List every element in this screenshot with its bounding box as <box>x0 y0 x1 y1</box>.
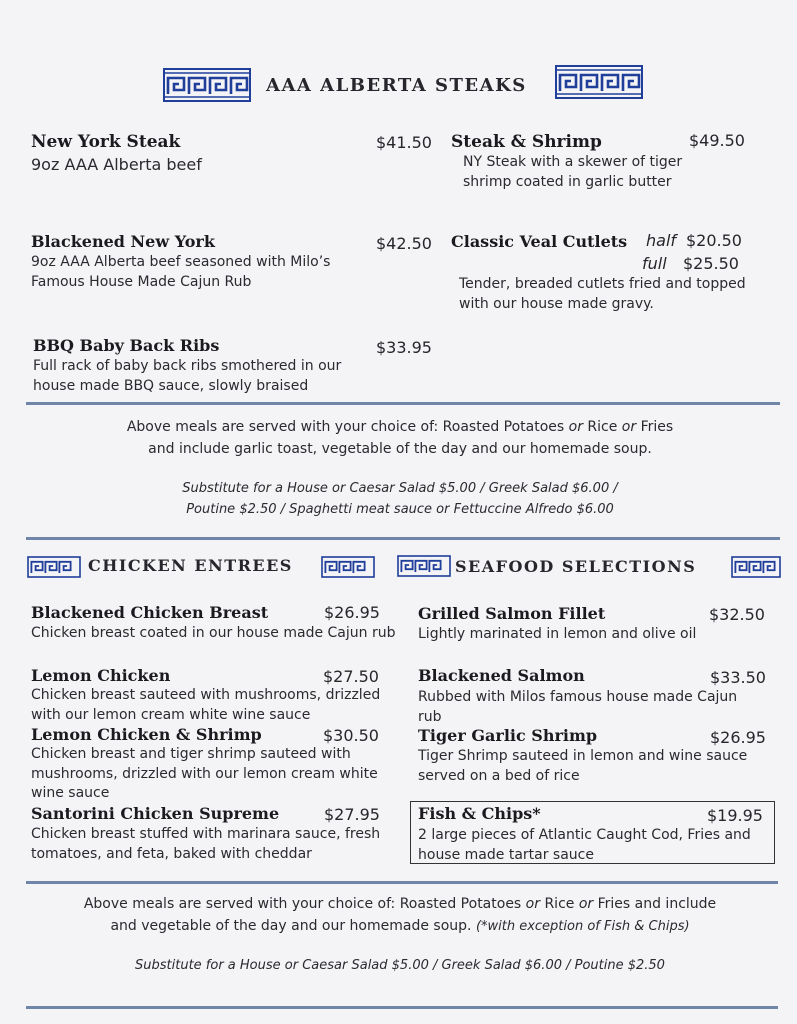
menu-item-name: Grilled Salmon Fillet <box>418 604 606 623</box>
full-portion-price: $25.50 <box>683 254 739 273</box>
menu-item-price: $33.95 <box>376 338 432 357</box>
menu-item-description: Lightly marinated in lemon and olive oil <box>418 626 697 642</box>
divider <box>26 881 778 884</box>
menu-item-price: $26.95 <box>710 728 766 747</box>
menu-item-name: Santorini Chicken Supreme <box>31 804 280 823</box>
menu-item-description: 9oz AAA Alberta beef <box>31 155 202 174</box>
entrees-sides-note: Above meals are served with your choice of: Roasted Potatoes or Rice or Fries and include and vegetable of the day and our homemade soup. (*with exception of Fish & Chips) <box>83 896 717 934</box>
section-title-chicken: CHICKEN ENTREES <box>88 556 293 575</box>
menu-item-name: Tiger Garlic Shrimp <box>418 726 598 745</box>
menu-item-description: Chicken breast sauteed with mushrooms, drizzled with our lemon cream white wine sauce <box>31 687 381 723</box>
menu-item-name: Blackened Chicken Breast <box>31 603 269 622</box>
menu-item-price: $42.50 <box>376 234 432 253</box>
half-portion-label: half <box>646 231 677 250</box>
greek-key-ornament <box>731 556 781 578</box>
entrees-substitution-note: Substitute for a House or Caesar Salad $5.00 / Greek Salad $6.00 / Poutine $2.50 <box>135 958 665 973</box>
menu-item-name: Blackened New York <box>31 232 215 251</box>
steaks-sides-note: Above meals are served with your choice of: Roasted Potatoes or Rice or Fries and include garlic toast, vegetable of the day and our homemade soup. <box>126 419 674 457</box>
half-portion-price: $20.50 <box>686 231 742 250</box>
steaks-substitution-note: Substitute for a House or Caesar Salad $5.00 / Greek Salad $6.00 / Poutine $2.50 / Spaghetti meat sauce or Fettuccine Alfredo $6.00 <box>182 481 618 517</box>
menu-item-price: $32.50 <box>709 605 765 624</box>
divider <box>26 1006 778 1009</box>
menu-item-price: $26.95 <box>324 603 380 622</box>
menu-item-name: Steak & Shrimp <box>451 132 602 152</box>
menu-item-description: Chicken breast stuffed with marinara sauce, fresh tomatoes, and feta, baked with cheddar <box>31 826 381 862</box>
menu-item-name: Fish & Chips* <box>418 804 541 823</box>
menu-item-price: $27.50 <box>323 667 379 686</box>
menu-item-description: Rubbed with Milos famous house made Cajun rub <box>418 689 738 725</box>
menu-item-description: Chicken breast and tiger shrimp sauteed with mushrooms, drizzled with our lemon cream white wine sauce <box>31 746 378 801</box>
menu-item-price: $27.95 <box>324 805 380 824</box>
greek-key-ornament-left <box>163 68 251 102</box>
menu-item-name: Lemon Chicken & Shrimp <box>31 725 262 744</box>
greek-key-ornament <box>397 555 451 577</box>
menu-item-name: BBQ Baby Back Ribs <box>33 336 220 355</box>
menu-item-name: Lemon Chicken <box>31 666 171 685</box>
greek-key-ornament <box>27 556 81 578</box>
menu-item-name: Classic Veal Cutlets <box>451 232 628 251</box>
divider <box>26 537 780 540</box>
section-title-steaks: AAA ALBERTA STEAKS <box>266 75 527 96</box>
menu-item-price: $33.50 <box>710 668 766 687</box>
greek-key-ornament <box>321 556 375 578</box>
menu-item-description: NY Steak with a skewer of tiger shrimp coated in garlic butter <box>463 154 683 190</box>
menu-item-price: $19.95 <box>707 806 763 825</box>
menu-item-price: $30.50 <box>323 726 379 745</box>
menu-item-name: New York Steak <box>31 132 181 152</box>
menu-item-price: $41.50 <box>376 133 432 152</box>
greek-key-ornament-right <box>555 65 643 99</box>
section-title-seafood: SEAFOOD SELECTIONS <box>455 557 697 576</box>
full-portion-label: full <box>642 254 667 273</box>
menu-item-description: Tender, breaded cutlets fried and topped with our house made gravy. <box>459 276 746 312</box>
menu-item-name: Blackened Salmon <box>418 666 585 685</box>
menu-item-description: Chicken breast coated in our house made Cajun rub <box>31 625 396 641</box>
menu-item-description: Tiger Shrimp sauteed in lemon and wine sauce served on a bed of rice <box>418 748 748 784</box>
menu-item-description: 9oz AAA Alberta beef seasoned with Milo’s Famous House Made Cajun Rub <box>31 254 331 290</box>
divider <box>26 402 780 405</box>
menu-item-price: $49.50 <box>689 131 745 150</box>
menu-item-description: Full rack of baby back ribs smothered in our house made BBQ sauce, slowly braised <box>33 358 342 394</box>
menu-item-description: 2 large pieces of Atlantic Caught Cod, Fries and house made tartar sauce <box>418 827 751 863</box>
